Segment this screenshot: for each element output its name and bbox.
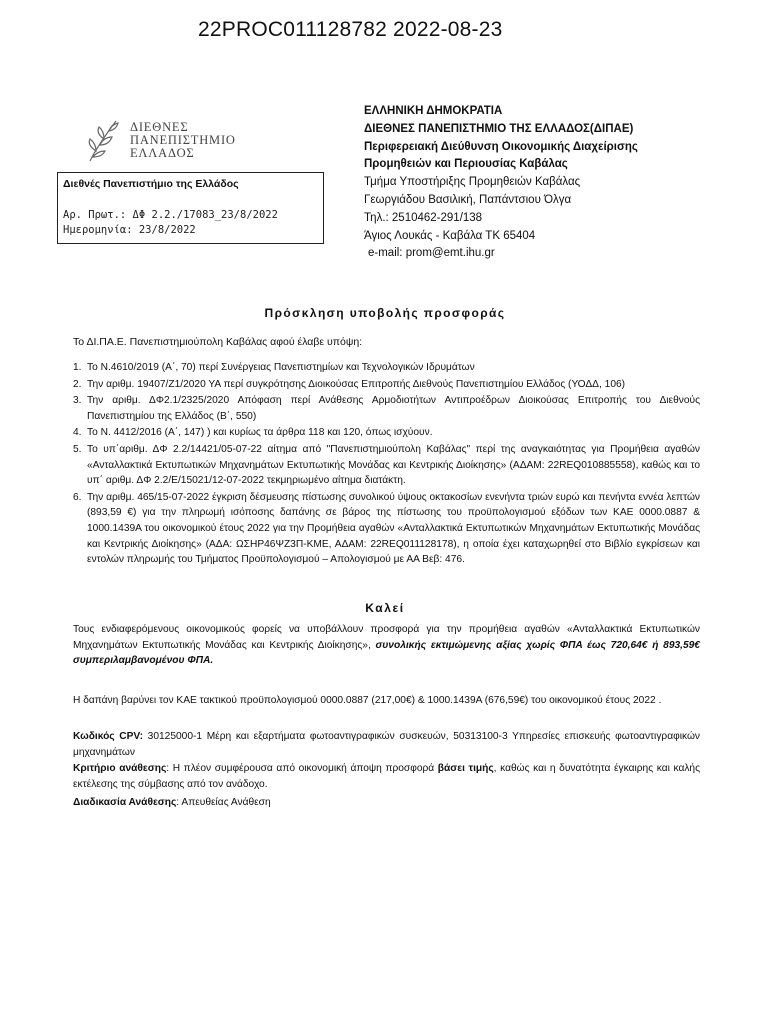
list-item-number: 1. — [73, 362, 82, 373]
olive-branch-icon — [82, 115, 122, 165]
republic-heading: ΕΛΛΗΝΙΚΗ ΔΗΜΟΚΡΑΤΙΑ — [364, 105, 503, 117]
list-item-number: 5. — [73, 443, 82, 455]
postal-address: Άγιος Λουκάς - Καβάλα ΤΚ 65404 — [364, 229, 536, 242]
procedure-label: Διαδικασία Ανάθεσης — [73, 797, 177, 808]
directorate-name: Περιφερειακή Διεύθυνση Οικονομικής Διαχείρισης — [364, 140, 638, 153]
phone-number: Τηλ.: 2510462-291/138 — [364, 211, 483, 224]
invitation-paragraph — [73, 622, 700, 669]
criteria-label: Κριτήριο ανάθεσης — [73, 763, 167, 774]
cpv-paragraph — [73, 729, 700, 760]
criteria-text: : Η πλέον συμφέρουσα από οικονομική άποψη προσφορά — [166, 763, 438, 774]
list-item-number: 2. — [73, 378, 82, 390]
directorate-name-cont: Προμηθειών και Περιουσίας Καβάλας — [364, 158, 568, 171]
criteria-text-end: , καθώς και η δυνατότητα έγκαιρης και καλής εκτέλεσης της σύμβασης από τον ανάδοχο. — [73, 763, 701, 790]
list-item-text: Το Ν. 4412/2016 (Α΄, 147) ) και κυρίως τα άρθρα 118 και 120, όπως ισχύουν. — [87, 427, 433, 439]
award-criteria-paragraph — [73, 761, 700, 792]
list-item-number: 4. — [73, 427, 82, 439]
logo-text-line2: ΠΑΝΕΠΙΣΤΗΜΙΟ — [130, 133, 236, 147]
list-item — [73, 442, 700, 489]
intro-paragraph: Το ΔΙ.ΠΑ.Ε. Πανεπιστημιούπολη Καβάλας αφού έλαβε υπόψη: — [73, 336, 363, 348]
list-item — [73, 360, 700, 376]
university-name: ΔΙΕΘΝΕΣ ΠΑΝΕΠΙΣΤΗΜΙΟ ΤΗΣ ΕΛΛΑΔΟΣ(ΔΙΠΑΕ) — [364, 122, 634, 135]
contact-persons: Γεωργιάδου Βασιλική, Παπάντσιου Όλγα — [364, 193, 572, 206]
protocol-box-title: Διεθνές Πανεπιστήμιο της Ελλάδος — [63, 178, 239, 190]
list-item-text: Την αριθμ. ΔΦ2.1/2325/2020 Απόφαση περί Ανάθεσης Αρμοδιοτήτων Αντιπροέδρων Διοικούσας Επιτροπής του Διεθνούς Πανεπιστημίου της Ελλάδος (Β΄, 550) — [87, 395, 700, 422]
document-title: Πρόσκληση υποβολής προσφοράς — [264, 306, 506, 320]
list-item-text: Την αριθμ. 19407/Ζ1/2020 ΥΑ περί συγκρότησης Διοικούσας Επιτροπής Διεθνούς Πανεπιστημίου Ελλάδος (ΥΟΔΔ, 106) — [87, 378, 626, 390]
list-item — [73, 490, 700, 568]
list-item-number: 6. — [73, 491, 82, 503]
cpv-label: Κωδικός CPV: — [73, 731, 144, 742]
considerations-list — [73, 360, 700, 569]
list-item — [73, 377, 700, 393]
list-item-text: Την αριθμ. 465/15-07-2022 έγκριση δέσμευσης πίστωσης συνολικού ύψους οκτακοσίων ενενήντα τριών ευρώ και πενήντα εννέα λεπτών (893,59 €) για την πληρωμή ισόποσης δαπάνης σε βάρος της πίστωσης του προϋπολογισμού εξόδων των ΚΑΕ 0000.0887 & 1000.1439Α του οικονομικού έτους 2022 για την Προμήθεια αγαθών «Ανταλλακτικά Εκτυπωτικών Μηχανημάτων Εκτυπωτικής Μονάδας και Κεντρικής Διοίκησης» (ΑΔΑ: ΩΣΗΡ46ΨΖ3Π-ΚΜΕ, ΑΔΑΜ: 22REQ011128178), η οποία έχει καταχωρηθεί στο Βιβλίο εγκρίσεων και εντολών πληρωμής του Τμήματος Προϋπολογισμού – Απολογισμού με ΑΑ Βεβ: 476. — [87, 491, 700, 566]
list-item-text: Το Ν.4610/2019 (Α΄, 70) περί Συνέργειας Πανεπιστημίων και Τεχνολογικών Ιδρυμάτων — [87, 362, 475, 373]
logo-text-line1: ΔΙΕΘΝΕΣ — [130, 120, 189, 134]
procedure-paragraph — [73, 795, 700, 811]
cpv-text: 30125000-1 Μέρη και εξαρτήματα φωτοαντιγραφικών συσκευών, 50313100-3 Υπηρεσίες επισκευής φωτοαντιγραφικών μηχανημάτων — [73, 731, 700, 758]
expense-paragraph: Η δαπάνη βαρύνει τον ΚΑΕ τακτικού προϋπολογισμού 0000.0887 (217,00€) & 1000.1439Α (676,59€) του οικονομικού έτους 2022 . — [73, 695, 662, 706]
list-item-text: Το υπ΄αριθμ. ΔΦ 2.2/14421/05-07-22 αίτημα από "Πανεπιστημιούπολη Καβάλας" περί της αναγκαιότητας για Προμήθεια αγαθών «Ανταλλακτικά Εκτυπωτικών Μηχανημάτων Εκτυπωτικής Μονάδας και Κεντρικής Διοίκησης» (ΑΔΑΜ: 22REQ010885558), καθώς και το υπ΄ αριθμ. ΔΦ 2.2/Ε/15021/12-07-2022 τεκμηριωμένο αίτημα διατάκτη. — [87, 443, 700, 487]
procedure-text: : Απευθείας Ανάθεση — [176, 797, 271, 808]
email-address: e-mail: prom@emt.ihu.gr — [368, 247, 495, 260]
department-name: Τμήμα Υποστήριξης Προμηθειών Καβάλας — [364, 176, 581, 189]
sender-address-block — [364, 103, 638, 263]
university-logo — [90, 115, 250, 170]
list-item — [73, 393, 700, 424]
document-id-header: 22PROC011128782 2022-08-23 — [198, 18, 503, 41]
logo-text-line3: ΕΛΛΑΔΟΣ — [130, 146, 195, 160]
protocol-number: Αρ. Πρωτ.: ΔΦ 2.2./17083_23/8/2022 — [63, 209, 278, 221]
protocol-date: Ημερομηνία: 23/8/2022 — [63, 224, 196, 236]
list-item-number: 3. — [73, 395, 82, 407]
estimated-value: συνολικής εκτιμώμενης αξίας χωρίς ΦΠΑ έως 720,64€ ή 893,59€ συμπεριλαμβανομένου ΦΠΑ. — [73, 639, 700, 667]
protocol-stamp-box — [57, 172, 324, 244]
invitation-text: Τους ενδιαφερόμενους οικονομικούς φορείς να υποβάλλουν προσφορά για την προμήθεια αγαθών «Ανταλλακτικά Εκτυπωτικών Μηχανημάτων Εκτυπωτικής Μονάδας και Κεντρικής Διοίκησης», — [73, 624, 700, 651]
section-heading-kalei: Καλεί — [365, 601, 405, 615]
list-item — [73, 425, 700, 441]
criteria-bold: βάσει τιμής — [437, 763, 494, 774]
